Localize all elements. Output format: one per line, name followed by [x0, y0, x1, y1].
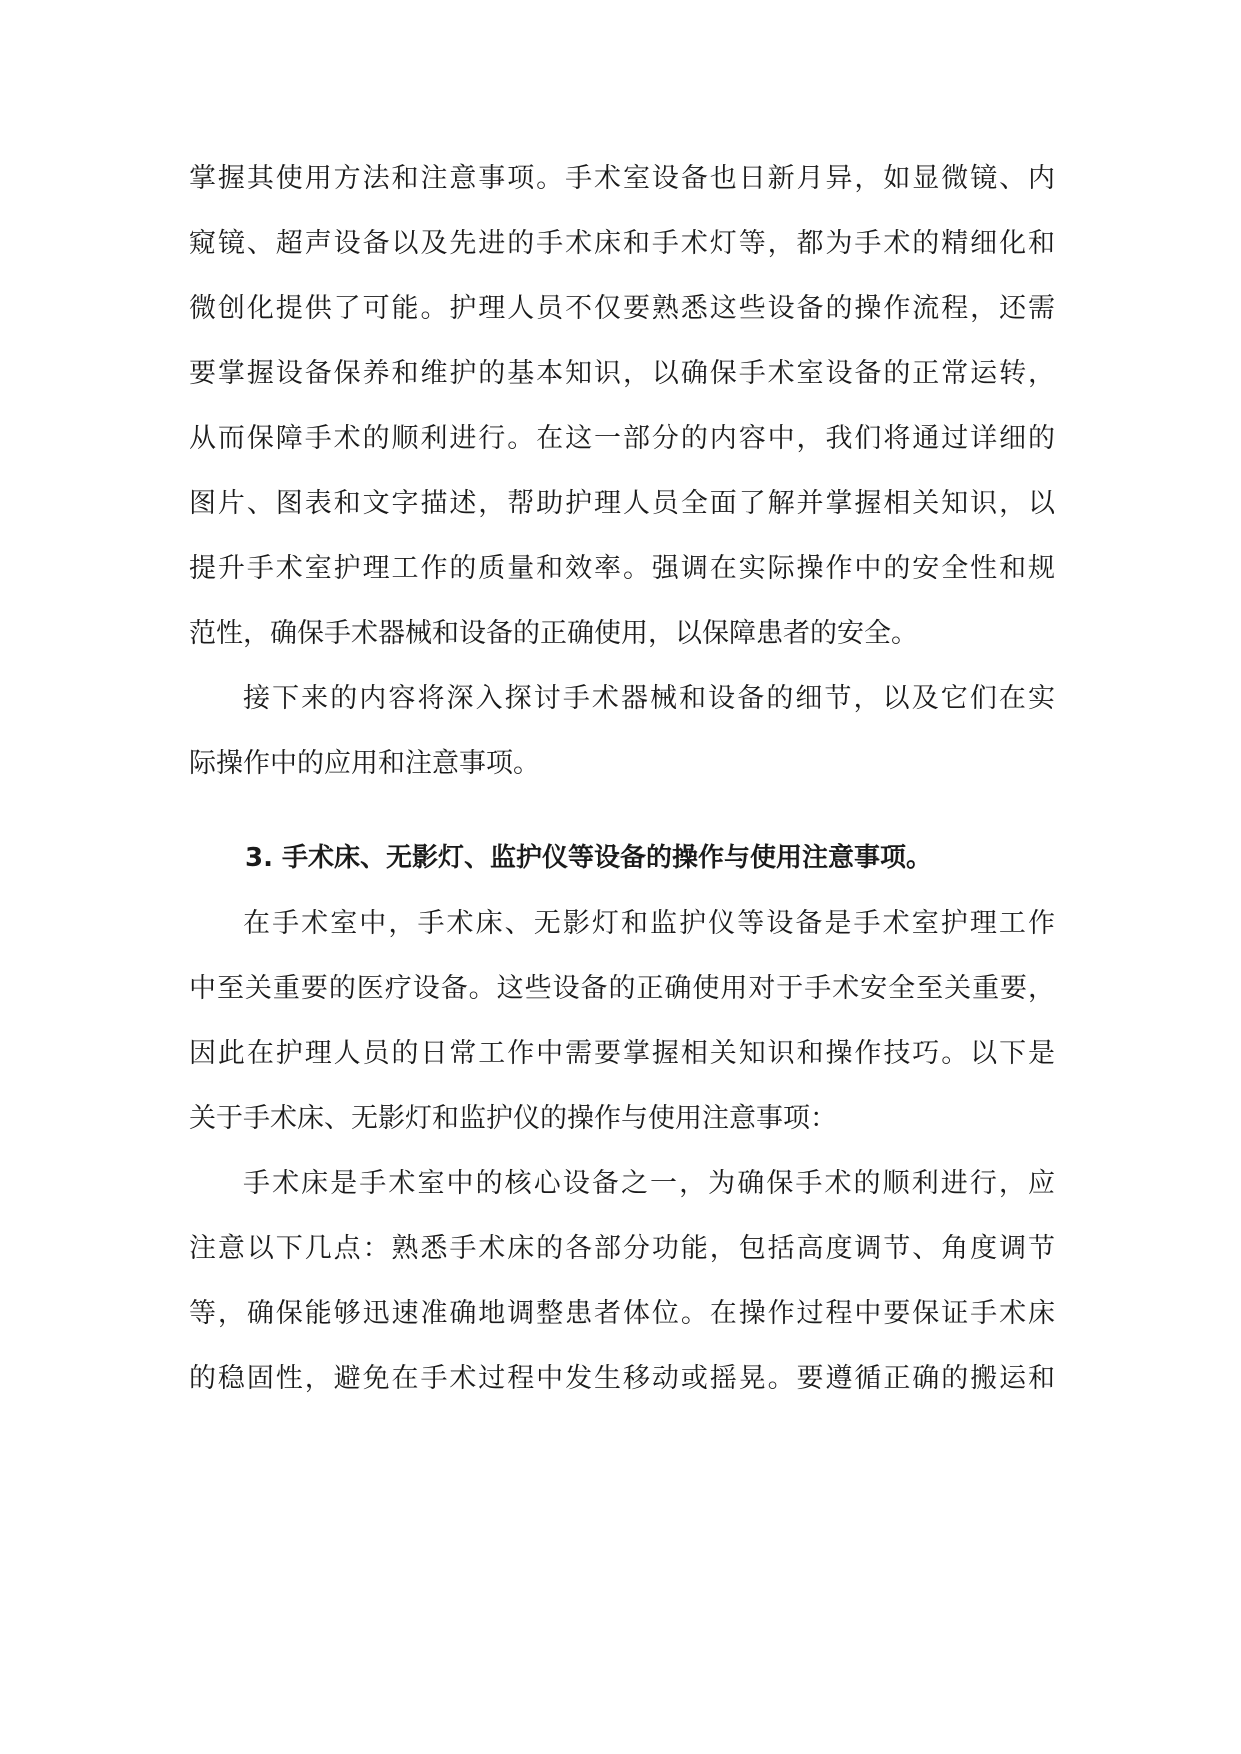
text-line: 关于手术床、无影灯和监护仪的操作与使用注意事项：: [189, 1103, 837, 1134]
text-line: 注意以下几点：熟悉手术床的各部分功能，包括高度调节、角度调节: [189, 1233, 1055, 1264]
text-line: 的稳固性，避免在手术过程中发生移动或摇晃。要遵循正确的搬运和: [189, 1363, 1055, 1394]
text-line: 要掌握设备保养和维护的基本知识，以确保手术室设备的正常运转，: [189, 358, 1055, 389]
text-line: 从而保障手术的顺利进行。在这一部分的内容中，我们将通过详细的: [189, 423, 1055, 454]
text-line: 提升手术室护理工作的质量和效率。强调在实际操作中的安全性和规: [189, 553, 1055, 584]
document-body: [189, 146, 1055, 1411]
text-line: 窥镜、超声设备以及先进的手术床和手术灯等，都为手术的精细化和: [189, 228, 1055, 259]
paragraph-3: [189, 891, 1055, 1151]
section-heading: 3. 手术床、无影灯、监护仪等设备的操作与使用注意事项。: [245, 843, 933, 873]
section-gap: [189, 796, 1055, 826]
text-line: 接下来的内容将深入探讨手术器械和设备的细节，以及它们在实: [243, 683, 1055, 714]
text-line: 因此在护理人员的日常工作中需要掌握相关知识和操作技巧。以下是: [189, 1038, 1055, 1069]
text-line: 等，确保能够迅速准确地调整患者体位。在操作过程中要保证手术床: [189, 1298, 1055, 1329]
paragraph-2: [189, 666, 1055, 796]
text-line: 掌握其使用方法和注意事项。手术室设备也日新月异，如显微镜、内: [189, 163, 1055, 194]
text-line: 中至关重要的医疗设备。这些设备的正确使用对于手术安全至关重要，: [189, 973, 1055, 1004]
text-line: 图片、图表和文字描述，帮助护理人员全面了解并掌握相关知识，以: [189, 488, 1055, 519]
paragraph-4: [189, 1151, 1055, 1411]
text-line: 手术床是手术室中的核心设备之一，为确保手术的顺利进行，应: [243, 1168, 1055, 1199]
paragraph-1: [189, 146, 1055, 666]
text-line: 在手术室中，手术床、无影灯和监护仪等设备是手术室护理工作: [243, 908, 1055, 939]
text-line: 微创化提供了可能。护理人员不仅要熟悉这些设备的操作流程，还需: [189, 293, 1055, 324]
text-line: 范性，确保手术器械和设备的正确使用，以保障患者的安全。: [189, 618, 918, 649]
text-line: 际操作中的应用和注意事项。: [189, 748, 540, 779]
